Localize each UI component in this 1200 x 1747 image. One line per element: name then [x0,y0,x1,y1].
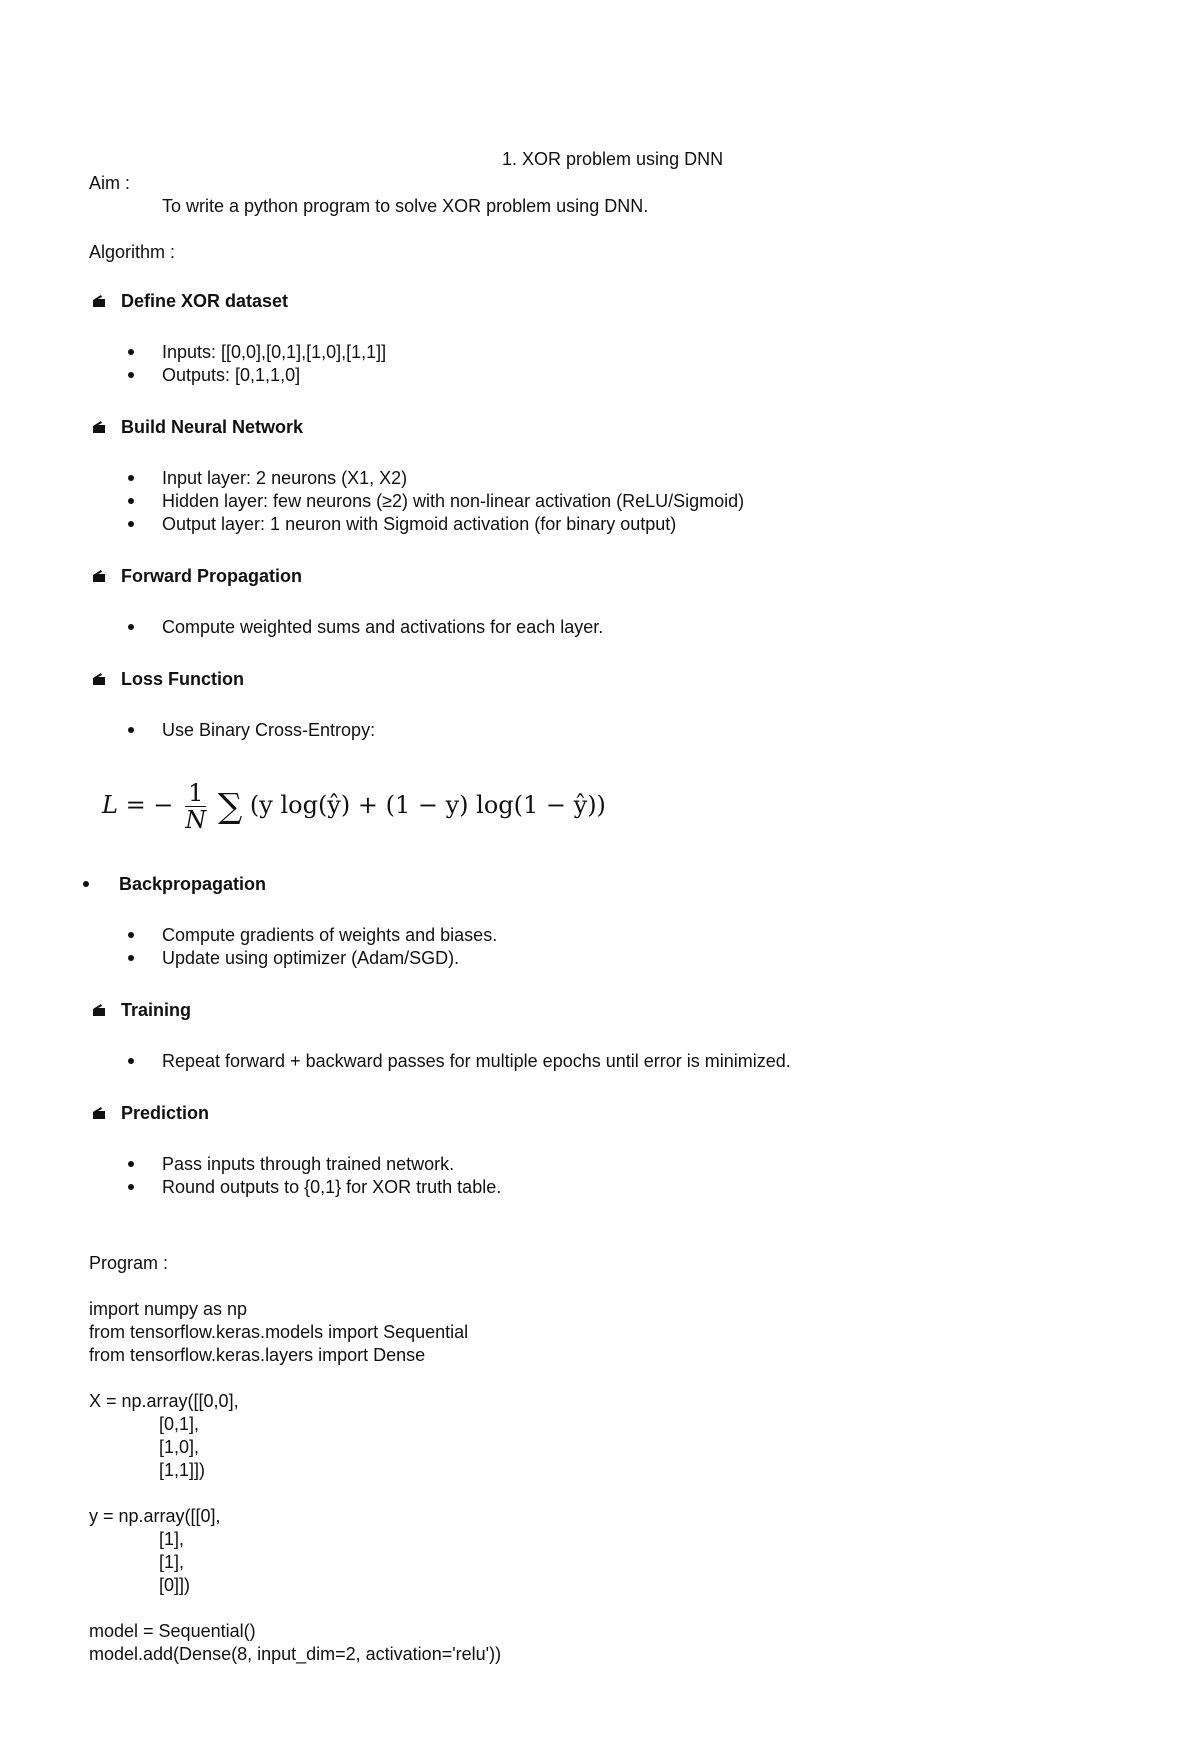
aim-text: To write a python program to solve XOR problem using DNN. [162,196,649,216]
loss-formula [102,780,606,833]
formula-numerator: 1 [185,780,206,807]
round-bullet [128,727,134,733]
round-bullet [128,475,134,481]
code-line: model = Sequential() [89,1621,256,1641]
section-heading: Prediction [121,1103,210,1123]
pointing-hand-icon [92,1003,106,1017]
aim-label: Aim : [89,173,131,193]
code-line: [1,1]]) [89,1460,206,1480]
list-item: Hidden layer: few neurons (≥2) with non-linear activation (ReLU/Sigmoid) [162,491,745,511]
list-item: Output layer: 1 neuron with Sigmoid activation (for binary output) [162,514,677,534]
list-item: Input layer: 2 neurons (X1, X2) [162,468,408,488]
code-line: [1], [89,1529,185,1549]
code-line: [1,0], [89,1437,200,1457]
pointing-hand-icon [92,569,106,583]
formula-sigma: ∑ [217,786,243,827]
list-item: Repeat forward + backward passes for multiple epochs until error is minimized. [162,1051,791,1071]
program-label: Program : [89,1253,169,1273]
round-bullet [128,1161,134,1167]
pointing-hand-icon [92,420,106,434]
section-heading: Loss Function [121,669,244,689]
formula-denominator: N [185,806,207,834]
list-item: Round outputs to {0,1} for XOR truth table. [162,1177,502,1197]
section-heading: Build Neural Network [121,417,304,437]
formula-fraction [185,780,206,833]
formula-body: (y log(ŷ) + (1 − y) log(1 − ŷ)) [249,791,606,819]
list-item: Compute gradients of weights and biases. [162,925,498,945]
round-bullet [128,932,134,938]
round-bullet [128,521,134,527]
list-item: Inputs: [[0,0],[0,1],[1,0],[1,1]] [162,342,387,362]
section-heading: Training [121,1000,192,1020]
round-bullet [128,955,134,961]
list-item: Compute weighted sums and activations for each layer. [162,617,604,637]
code-line: [0,1], [89,1414,200,1434]
code-line: from tensorflow.keras.layers import Dense [89,1345,426,1365]
formula-lhs: L = − [102,791,174,819]
round-bullet [83,881,89,887]
list-item: Pass inputs through trained network. [162,1154,455,1174]
page-title: 1. XOR problem using DNN [502,149,724,169]
section-heading: Forward Propagation [121,566,303,586]
section-heading: Backpropagation [119,874,267,894]
list-item: Use Binary Cross-Entropy: [162,720,376,740]
round-bullet [128,372,134,378]
algorithm-label: Algorithm : [89,242,176,262]
round-bullet [128,1058,134,1064]
code-line: import numpy as np [89,1299,248,1319]
code-line: y = np.array([[0], [89,1506,221,1526]
code-line: [0]]) [89,1575,191,1595]
list-item: Outputs: [0,1,1,0] [162,365,301,385]
round-bullet [128,624,134,630]
code-line: [1], [89,1552,185,1572]
round-bullet [128,498,134,504]
code-line: X = np.array([[0,0], [89,1391,239,1411]
round-bullet [128,349,134,355]
section-heading: Define XOR dataset [121,291,289,311]
code-line: model.add(Dense(8, input_dim=2, activation='relu')) [89,1644,502,1664]
pointing-hand-icon [92,1106,106,1120]
pointing-hand-icon [92,672,106,686]
round-bullet [128,1184,134,1190]
pointing-hand-icon [92,294,106,308]
code-line: from tensorflow.keras.models import Sequential [89,1322,469,1342]
list-item: Update using optimizer (Adam/SGD). [162,948,460,968]
